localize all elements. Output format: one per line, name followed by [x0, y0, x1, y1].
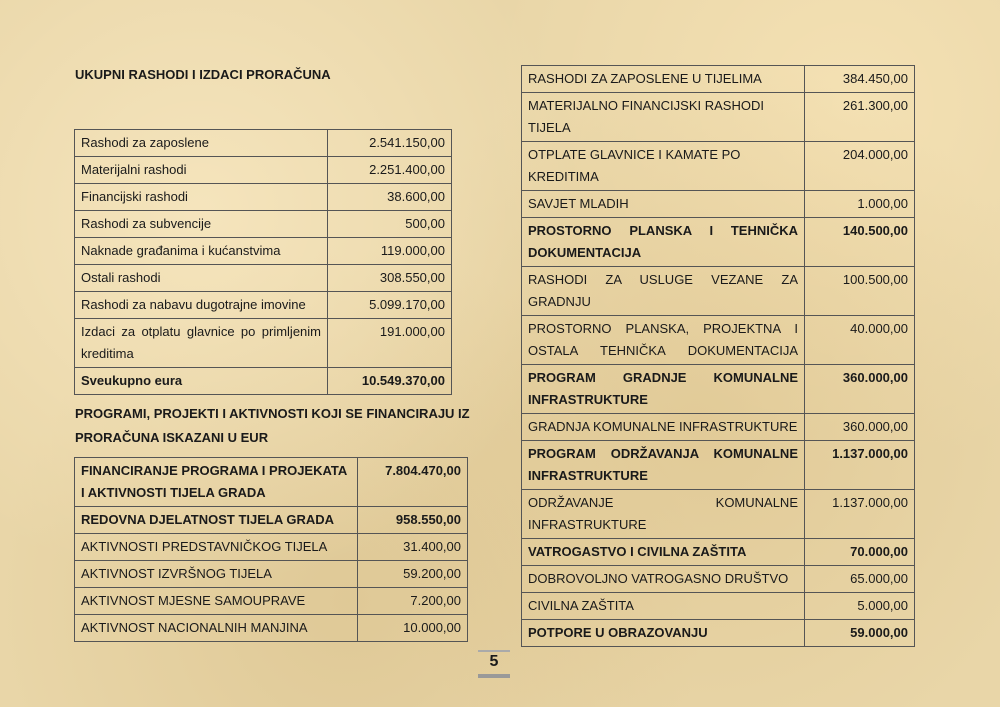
table-row: [522, 218, 915, 267]
page-number-underline: [478, 674, 510, 678]
page-number: 5: [489, 653, 499, 670]
row-value: 38.600,00: [328, 184, 452, 211]
row-label: Rashodi za nabavu dugotrajne imovine: [75, 292, 328, 319]
table-row: [522, 414, 915, 441]
row-value: 204.000,00: [805, 142, 915, 191]
row-value: 384.450,00: [805, 66, 915, 93]
row-value: 7.804.470,00: [358, 458, 468, 507]
table-row: [75, 458, 468, 507]
row-label: Rashodi za zaposlene: [75, 130, 328, 157]
row-value: 308.550,00: [328, 265, 452, 292]
row-label: Rashodi za subvencije: [75, 211, 328, 238]
table-row: [75, 130, 452, 157]
row-value: 1.137.000,00: [805, 441, 915, 490]
row-label: DOBROVOLJNO VATROGASNO DRUŠTVO: [522, 566, 805, 593]
table-row: [522, 539, 915, 566]
row-value: 5.099.170,00: [328, 292, 452, 319]
row-label: ODRŽAVANJE KOMUNALNE INFRASTRUKTURE: [522, 490, 805, 539]
row-value: 70.000,00: [805, 539, 915, 566]
row-label: PROGRAM ODRŽAVANJA KOMUNALNE INFRASTRUKTURE: [522, 441, 805, 490]
table-row: [522, 66, 915, 93]
row-label: AKTIVNOSTI PREDSTAVNIČKOG TIJELA: [75, 534, 358, 561]
table-row: [522, 490, 915, 539]
table-row: [522, 441, 915, 490]
table-row: [522, 93, 915, 142]
row-value: 10.000,00: [358, 615, 468, 642]
table-row: [522, 267, 915, 316]
row-value: 140.500,00: [805, 218, 915, 267]
row-label: Financijski rashodi: [75, 184, 328, 211]
row-label: Ostali rashodi: [75, 265, 328, 292]
row-label: GRADNJA KOMUNALNE INFRASTRUKTURE: [522, 414, 805, 441]
summary-heading: UKUPNI RASHODI I IZDACI PRORAČUNA: [75, 67, 331, 82]
summary-table: [74, 129, 452, 395]
total-label: Sveukupno eura: [75, 368, 328, 395]
row-value: 500,00: [328, 211, 452, 238]
row-value: 119.000,00: [328, 238, 452, 265]
row-value: 65.000,00: [805, 566, 915, 593]
programs-heading: PROGRAMI, PROJEKTI I AKTIVNOSTI KOJI SE FINANCIRAJU IZ PRORAČUNA ISKAZANI U EUR: [75, 406, 470, 445]
row-label: SAVJET MLADIH: [522, 191, 805, 218]
row-value: 31.400,00: [358, 534, 468, 561]
table-row: [522, 142, 915, 191]
row-value: 2.251.400,00: [328, 157, 452, 184]
row-label: PROGRAM GRADNJE KOMUNALNE INFRASTRUKTURE: [522, 365, 805, 414]
table-row: [75, 238, 452, 265]
table-row: [75, 507, 468, 534]
table-row: [522, 191, 915, 218]
row-label: RASHODI ZA ZAPOSLENE U TIJELIMA: [522, 66, 805, 93]
row-label: FINANCIRANJE PROGRAMA I PROJEKATA I AKTIVNOSTI TIJELA GRADA: [75, 458, 358, 507]
row-label: PROSTORNO PLANSKA, PROJEKTNA I OSTALA TEHNIČKA DOKUMENTACIJA: [522, 316, 805, 365]
table-row: [522, 566, 915, 593]
table-row: [75, 211, 452, 238]
table-row: [522, 365, 915, 414]
table-row: [75, 265, 452, 292]
row-value: 1.137.000,00: [805, 490, 915, 539]
row-value: 2.541.150,00: [328, 130, 452, 157]
row-label: Materijalni rashodi: [75, 157, 328, 184]
row-value: 59.000,00: [805, 620, 915, 647]
row-label: VATROGASTVO I CIVILNA ZAŠTITA: [522, 539, 805, 566]
row-value: 7.200,00: [358, 588, 468, 615]
programs-table-continued: [521, 65, 915, 647]
row-label: POTPORE U OBRAZOVANJU: [522, 620, 805, 647]
row-value: 191.000,00: [328, 319, 452, 368]
row-label: REDOVNA DJELATNOST TIJELA GRADA: [75, 507, 358, 534]
total-row: [75, 368, 452, 395]
row-label: CIVILNA ZAŠTITA: [522, 593, 805, 620]
row-label: AKTIVNOST MJESNE SAMOUPRAVE: [75, 588, 358, 615]
table-row: [75, 588, 468, 615]
row-label: Izdaci za otplatu glavnice po primljenim kreditima: [75, 319, 328, 368]
row-label: OTPLATE GLAVNICE I KAMATE PO KREDITIMA: [522, 142, 805, 191]
row-label: Naknade građanima i kućanstvima: [75, 238, 328, 265]
table-row: [75, 561, 468, 588]
row-value: 1.000,00: [805, 191, 915, 218]
total-value: 10.549.370,00: [328, 368, 452, 395]
table-row: [522, 620, 915, 647]
table-row: [75, 319, 452, 368]
row-label: RASHODI ZA USLUGE VEZANE ZA GRADNJU: [522, 267, 805, 316]
row-value: 5.000,00: [805, 593, 915, 620]
table-row: [75, 184, 452, 211]
row-value: 958.550,00: [358, 507, 468, 534]
row-value: 360.000,00: [805, 365, 915, 414]
table-row: [522, 316, 915, 365]
programs-table: [74, 457, 468, 642]
row-value: 100.500,00: [805, 267, 915, 316]
row-label: AKTIVNOST NACIONALNIH MANJINA: [75, 615, 358, 642]
row-label: PROSTORNO PLANSKA I TEHNIČKA DOKUMENTACIJA: [522, 218, 805, 267]
row-value: 40.000,00: [805, 316, 915, 365]
table-row: [75, 615, 468, 642]
table-row: [75, 292, 452, 319]
table-row: [75, 157, 452, 184]
row-value: 261.300,00: [805, 93, 915, 142]
row-value: 360.000,00: [805, 414, 915, 441]
row-label: AKTIVNOST IZVRŠNOG TIJELA: [75, 561, 358, 588]
table-row: [522, 593, 915, 620]
table-row: [75, 534, 468, 561]
row-label: MATERIJALNO FINANCIJSKI RASHODI TIJELA: [522, 93, 805, 142]
row-value: 59.200,00: [358, 561, 468, 588]
